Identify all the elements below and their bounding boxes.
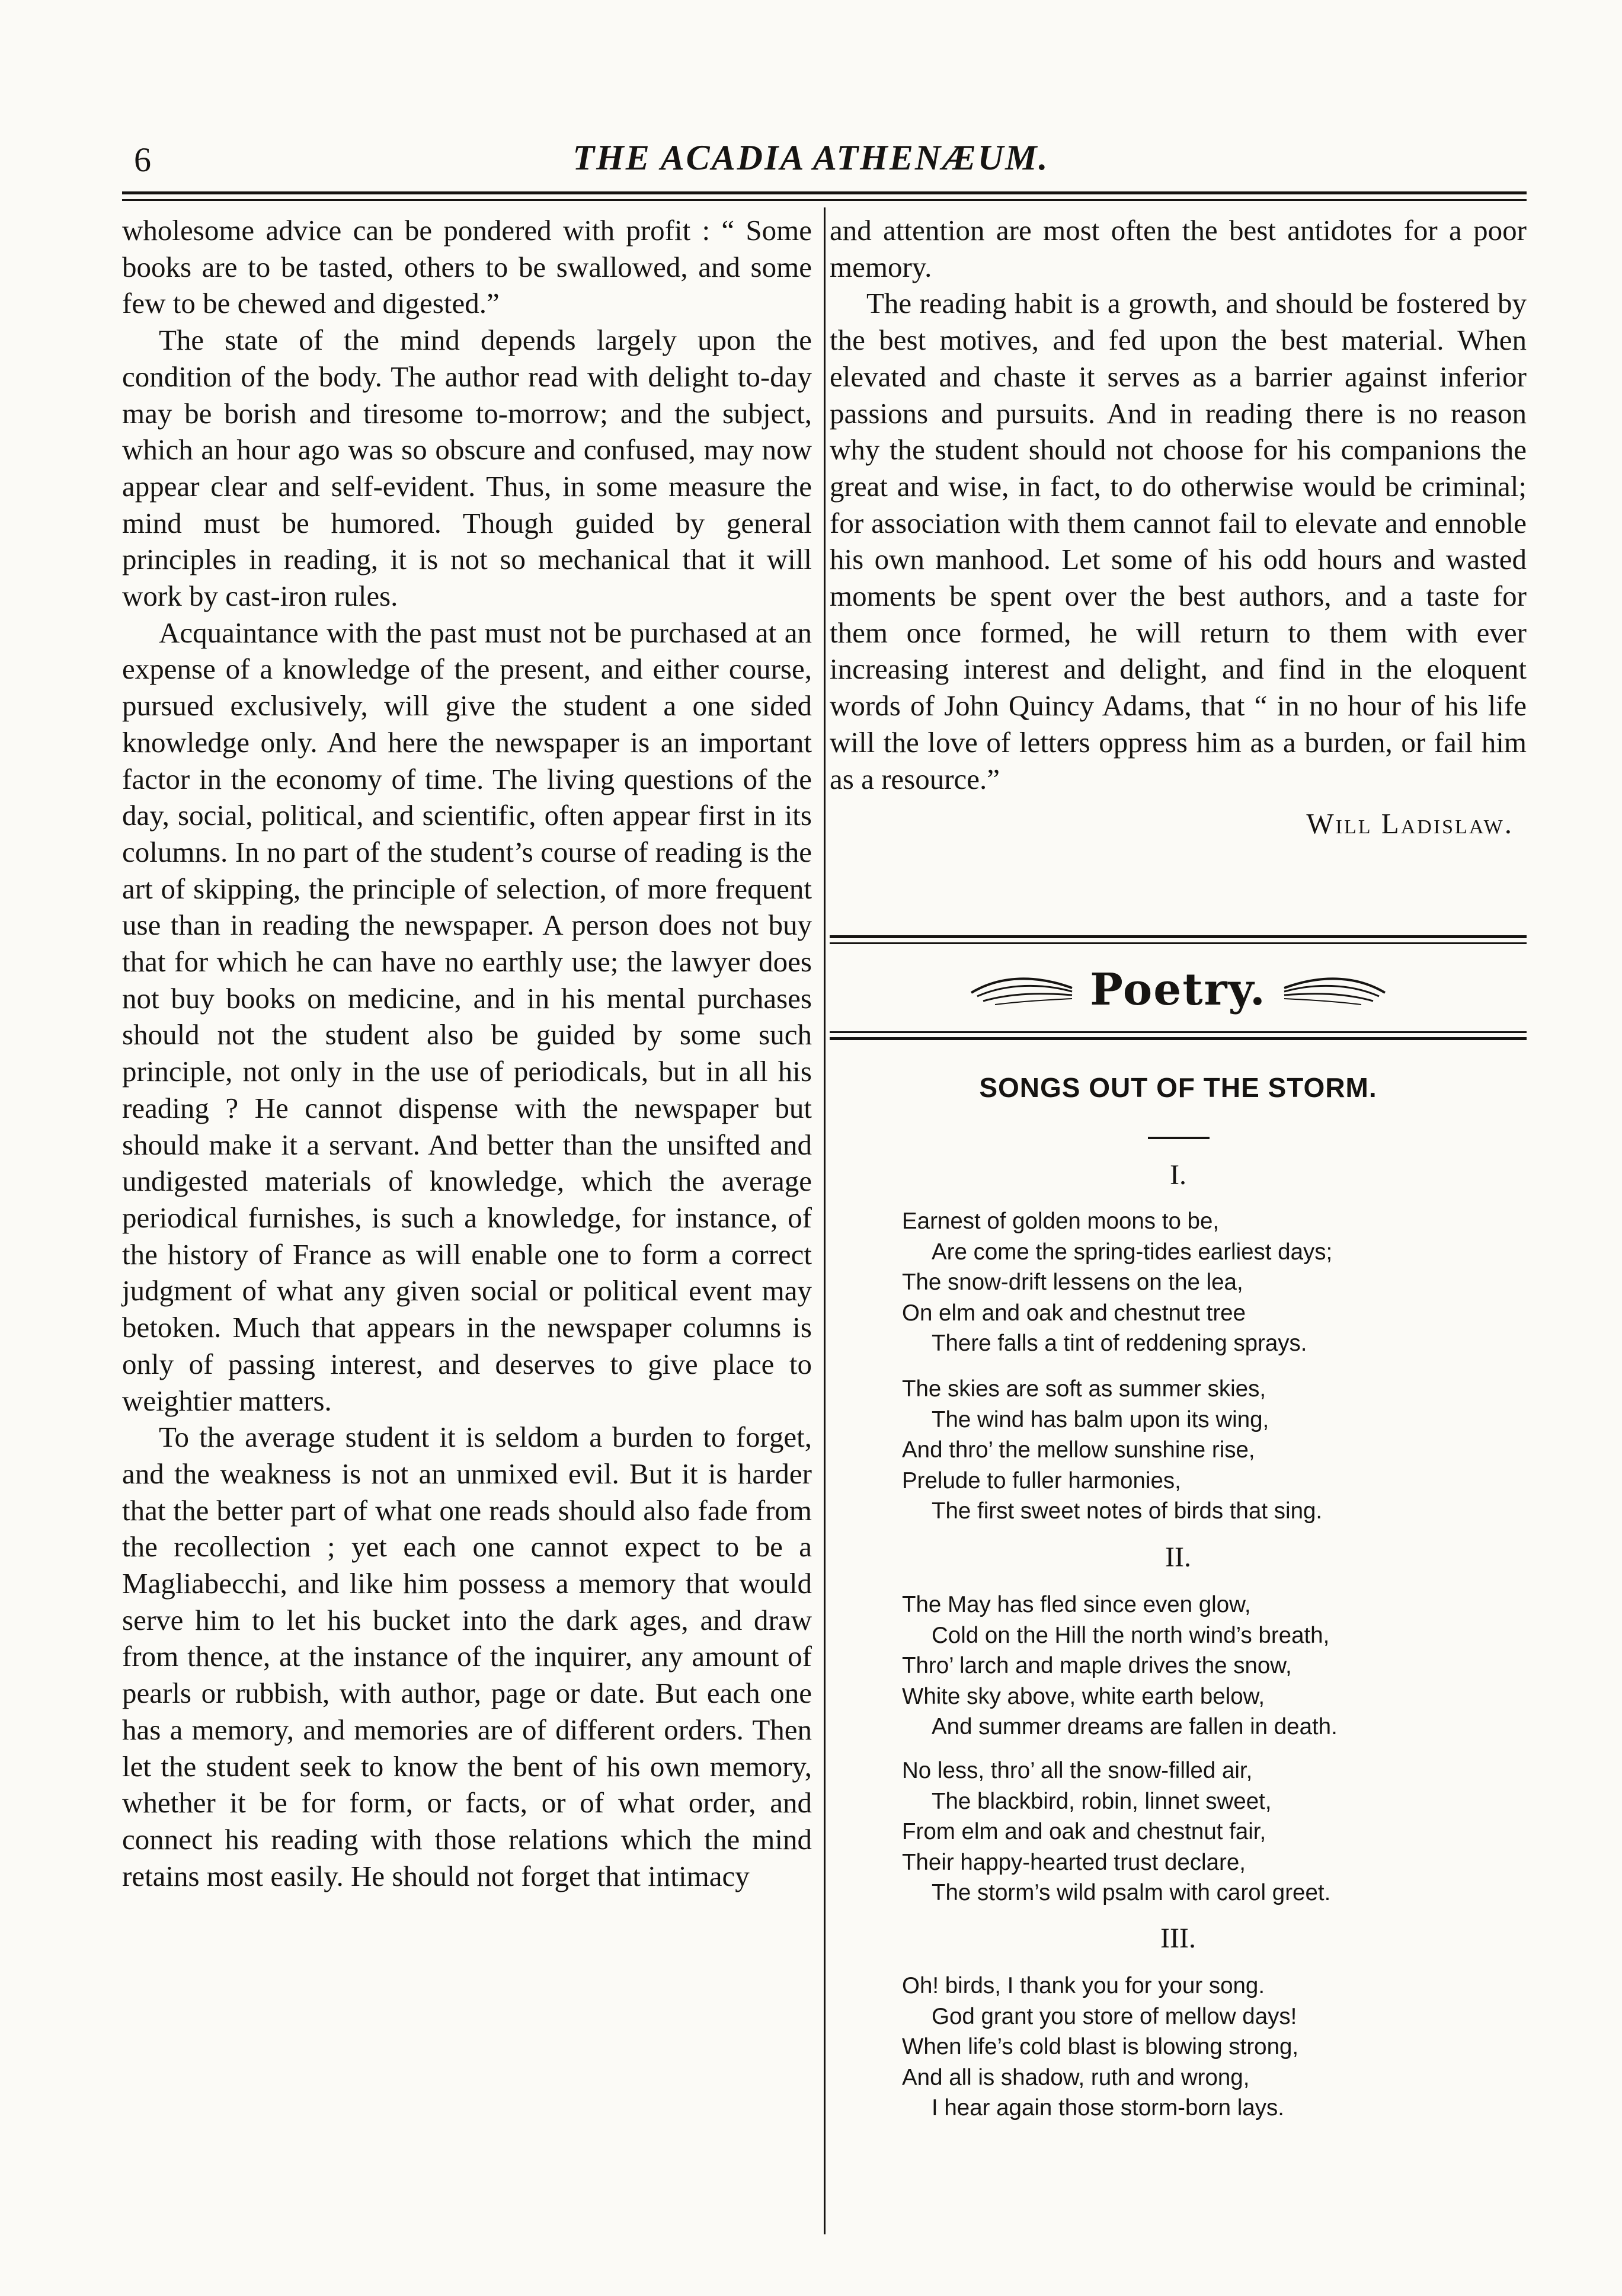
paragraph: The reading habit is a growth, and should be fostered by the best motives, and fed upon the best material. When elevated and chaste it serves as a barrier against inferior passions and pursuits. And in reading there is no reason why the student should not choose for his companions the great and wise, in fact, to do otherwise would be criminal; for association with them cannot fail to elevate and ennoble his own manhood. Let some of his odd hours and wasted moments be spent over the best authors, and a taste for them once formed, he will return to them with ever increasing interest and delight, and find in the eloquent words of John Quincy Adams, that “ in no hour of his life will the love of letters oppress him as a burden, or fail him as a resource.” [830,287,1527,795]
stanza [902,1755,1530,1908]
poem-line: Their happy-hearted trust declare, [902,1849,1246,1875]
poem-line: From elm and oak and chestnut fair, [902,1819,1266,1844]
poem-line: Are come the spring-tides earliest days; [932,1239,1333,1265]
poetry-section-banner [830,954,1527,1025]
poem-line: The wind has balm upon its wing, [932,1406,1269,1432]
paragraph: and attention are most often the best antidotes for a poor memory. [830,214,1527,283]
poem-line: And summer dreams are fallen in death. [932,1714,1338,1739]
poem-title: SONGS OUT OF THE STORM. [979,1072,1377,1103]
poem-line: The skies are soft as summer skies, [902,1376,1266,1402]
poem-line: The May has fled since even glow, [902,1592,1251,1617]
poem-line: The first sweet notes of birds that sing. [932,1498,1323,1524]
page-number: 6 [134,140,151,179]
paragraph: To the average student it is seldom a burden to forget, and the weakness is not an unmixed evil. But it is harder that the better part of what one reads should also fade from the recollection ; yet each one cannot expect to be a Magliabecchi, and like him possess a memory that would serve him to let his bucket into the dark ages, and draw from thence, at the instance of the inquirer, any amount of pearls or rubbish, with author, page or date. But each one has a memory, and memories are of different orders. Then let the student seek to know the bent of his own memory, whether it be for form, or facts, or of what order, and connect his reading with those relations which the mind retains most easily. He should not forget that intimacy [122,1421,812,1892]
paragraph: wholesome advice can be pondered with profit : “ Some books are to be tasted, others to be swallowed, and some few to be chewed and digested.” [122,214,812,320]
section-rule-thick [830,1037,1527,1040]
poem-line: And thro’ the mellow sunshine rise, [902,1437,1255,1463]
poem-line: There falls a tint of reddening sprays. [932,1331,1307,1356]
poem-line: White sky above, white earth below, [902,1683,1265,1709]
section-rule-thin [830,942,1527,944]
section-rule-thin [830,1031,1527,1033]
stanza [902,1971,1530,2124]
poem-line: The blackbird, robin, linnet sweet, [932,1788,1272,1814]
title-dash [1148,1137,1210,1139]
stanza [902,1590,1530,1742]
stanza [902,1374,1530,1527]
poem-line: Thro’ larch and maple drives the snow, [902,1653,1292,1678]
part-numeral: I. [1170,1159,1186,1191]
poem-line: Cold on the Hill the north wind’s breath, [932,1622,1330,1648]
poem-line: When life’s cold blast is blowing strong, [902,2034,1299,2060]
part-numeral: III. [1160,1923,1196,1954]
right-flourish-ornament [1278,969,1391,1011]
running-head: THE ACADIA ATHENÆUM. [572,138,1050,177]
author-signature: Will Ladislaw. [1306,807,1514,840]
poem-line: Prelude to fuller harmonies, [902,1467,1181,1494]
poetry-section-title: Poetry. [1090,964,1266,1015]
paragraph: The state of the mind depends largely upon the condition of the body. The author read with delight to-day may be borish and tiresome to-morrow; and the subject, which an hour ago was so obscure and confused, may now appear clear and self-evident. Thus, in some measure the mind must be humored. Though guided by general principles in reading, it is not so mechanical that it will work by cast-iron rules. [122,324,812,613]
poem-line: Earnest of golden moons to be, [902,1208,1220,1234]
poem-line: The snow-drift lessens on the lea, [902,1269,1243,1295]
stanza [902,1206,1530,1359]
poem-line: And all is shadow, ruth and wrong, [902,2064,1250,2090]
header-rule-thick [122,191,1527,194]
poem-line: God grant you store of mellow days! [932,2003,1297,2029]
poem-line: On elm and oak and chestnut tree [902,1300,1246,1326]
section-rule-thick [830,935,1527,938]
poem-line: The storm’s wild psalm with carol greet. [932,1880,1331,1905]
left-column [122,212,812,1894]
paragraph: Acquaintance with the past must not be purchased at an expense of a knowledge of the present, and either course, pursued exclusively, will give the student a one sided knowledge only. And here the newspaper is an important factor in the economy of time. The living questions of the day, social, political, and scientific, often appear first in its columns. In no part of the student’s course of reading is the art of skipping, the principle of selection, of more frequent use than in reading the newspaper. A person does not buy that for which he can have no earthly use; the lawyer does not buy books on medicine, and in his mental purchases should not the student also be guided by some such principle, not only in the use of periodicals, but in all his reading ? He cannot dispense with the newspaper but should make it a servant. And better than the unsifted and undigested materials of knowledge, which the average periodical furnishes, is such a knowledge, for instance, of the history of France as will enable one to form a correct judgment of what any given social or political event may betoken. Much that appears in the newspaper columns is only of passing interest, and deserves to give place to weightier matters. [122,616,812,1417]
poem-line: Oh! birds, I thank you for your song. [902,1973,1265,1998]
part-numeral: II. [1165,1542,1191,1573]
right-column-prose [830,212,1527,842]
poem-line: No less, thro’ all the snow-filled air, [902,1758,1253,1783]
header-rule-thin [122,199,1527,201]
left-flourish-ornament [965,969,1078,1011]
column-divider [824,207,826,2234]
poem-line: I hear again those storm-born lays. [932,2095,1284,2121]
